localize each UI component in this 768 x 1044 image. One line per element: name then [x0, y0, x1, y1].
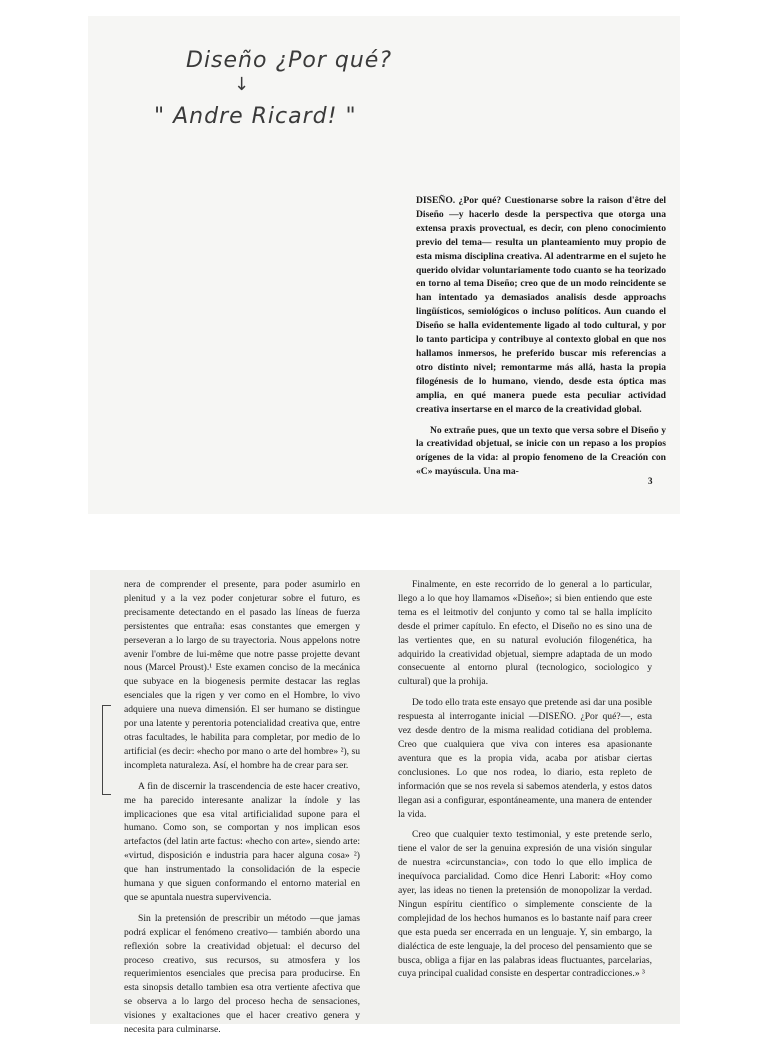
page2-right-column: [398, 578, 652, 988]
handwritten-title: Diseño ¿Por qué?: [186, 48, 393, 73]
scanned-page-1: [88, 16, 680, 514]
page2-paragraph: Sin la pretensión de prescribir un método —que jamas podrá explicar el fenómeno creativo— también abordo una reflexión sobre la creatividad objetual: el decurso del proceso creativo, sus recursos, su atmosfera y los requerimientos esenciales que precisa para producirse. En esta sinopsis detallo tambien esa otra vertiente afectiva que se observa a lo largo del proceso hecha de sensaciones, visiones y exaltaciones que el hacer creativo genera y necesita para culminarse.: [124, 912, 360, 1036]
handwritten-author: " Andre Ricard! ": [154, 104, 357, 129]
page2-paragraph: nera de comprender el presente, para poder asumirlo en plenitud y a la vez poder conjeturar sobre el futuro, es precisamente detectando en el pasado las líneas de fuerza persistentes que entraña: esas constantes que emergen y perseveran a lo largo de su trayectoria. Nous appelons notre avenir l'ombre de lui-même que notre passe projette devant nous (Marcel Proust).¹ Este examen conciso de la mecánica que subyace en la biogenesis permite destacar las reglas esenciales que la rigen y ver como en el Hombre, lo vivo adquiere una nueva dimensión. El ser humano se distingue por una latente y perentoria potencialidad creativa que, entre otras facultades, le habilita para completar, por medio de lo artificial (es decir: «hecho por mano o arte del hombre» ²), su incompleta naturaleza. Así, el hombre ha de crear para ser.: [124, 579, 360, 771]
page2-left-column: [124, 578, 360, 1044]
handwritten-arrow: ↓: [234, 74, 250, 95]
page2-paragraph: A fin de discernir la trascendencia de este hacer creativo, me ha parecido interesante analizar la índole y las implicaciones que esa vital artificialidad supone para el humano. Como son, se comportan y nos implican esos artefactos (del latin arte factus: «hecho con arte», siendo arte: «virtud, disposición e industria para hacer alguna cosa» ²) que han instrumentado la consolidación de la especie humana y que siguen conformando el entorno material en que se apuntala nuestra supervivencia.: [124, 780, 361, 903]
page-number: 3: [648, 476, 653, 486]
scanned-page-2: [90, 570, 680, 1036]
page1-paragraph: DISEÑO. ¿Por qué? Cuestionarse sobre la raison d'être del Diseño —y hacerlo desde la perspectiva que otorga una extensa praxis provectual, es decir, con pleno conocimiento previo del tema— resulta un planteamiento muy propio de esta misma disciplina creativa. Al adentrarme en el sujeto he querido olvidar voluntariamente todo cuanto se ha teorizado en torno al tema Diseño; creo que de un modo reincidente se han intentado ya demasiados analisis desde approachs lingüísticos, semiológicos o incluso políticos. Aun cuando el Diseño se halla evidentemente ligado al todo cultural, y por lo tanto participa y contribuye al contexto global en que nos hallamos inmersos, he preferido buscar mis referencias a otro distinto nivel; remontarme más allá, hasta la propia filogénesis de lo humano, viendo, desde esta óptica mas amplia, en qué manera puede esta peculiar actividad creativa insertarse en el marco de la creatividad global.: [416, 195, 666, 415]
page2-paragraph: Creo que cualquier texto testimonial, y este pretende serlo, tiene el valor de ser la genuina expresión de una visión singular de nuestra «circunstancia», con todo lo que ello implica de inequívoca parcialidad. Como dice Henri Laborit: «Hoy como ayer, las ideas no tienen la pretensión de monopolizar la verdad. Ningun espíritu científico o simplemente consciente de la complejidad de los hechos humanos es lo bastante naif para creer que esta pueda ser encerrada en un lenguaje. Y, sin embargo, la dialéctica de este lenguaje, la del proceso del pensamiento que se busca, obliga a fijar en las palabras ideas fluctuantes, parcelarias, cuya principal cualidad consiste en despertar contradicciones.» ³: [398, 829, 652, 980]
page2-paragraph: De todo ello trata este ensayo que pretende asi dar una posible respuesta al interrogante inicial —DISEÑO. ¿Por qué?—, esta vez desde dentro de la misma realidad cotidiana del problema. Creo que cualquiera que viva con interes esa apasionante aventura que es la propia vida, acaba por atisbar ciertas conclusiones. Lo que nos rodea, lo diario, esta repleto de información que se nos revela si sabemos atenderla, y estos datos llegan asi a configurar, espontáneamente, una manera de entender la vida.: [398, 697, 652, 820]
page1-paragraph: No extrañe pues, que un texto que versa sobre el Diseño y la creatividad objetual, se inicie con un repaso a los propios orígenes de la vida: al propio fenomeno de la Creación con «C» mayúscula. Una ma-: [416, 424, 666, 478]
margin-bracket: [102, 705, 111, 795]
page2-paragraph: Finalmente, en este recorrido de lo general a lo particular, llego a lo que hoy llamamos «Diseño»; si bien entiendo que este tema es el leitmotiv del conjunto y como tal se halla implícito desde el primer capítulo. En efecto, el Diseño no es sino una de las vertientes que, en su natural evolución filogenética, ha adquirido la creatividad objetual, siempre adaptada de un modo consecuente al entorno plural (tecnologico, sociologico y cultural) que la prohija.: [398, 579, 652, 688]
page1-text-column: [416, 194, 666, 486]
